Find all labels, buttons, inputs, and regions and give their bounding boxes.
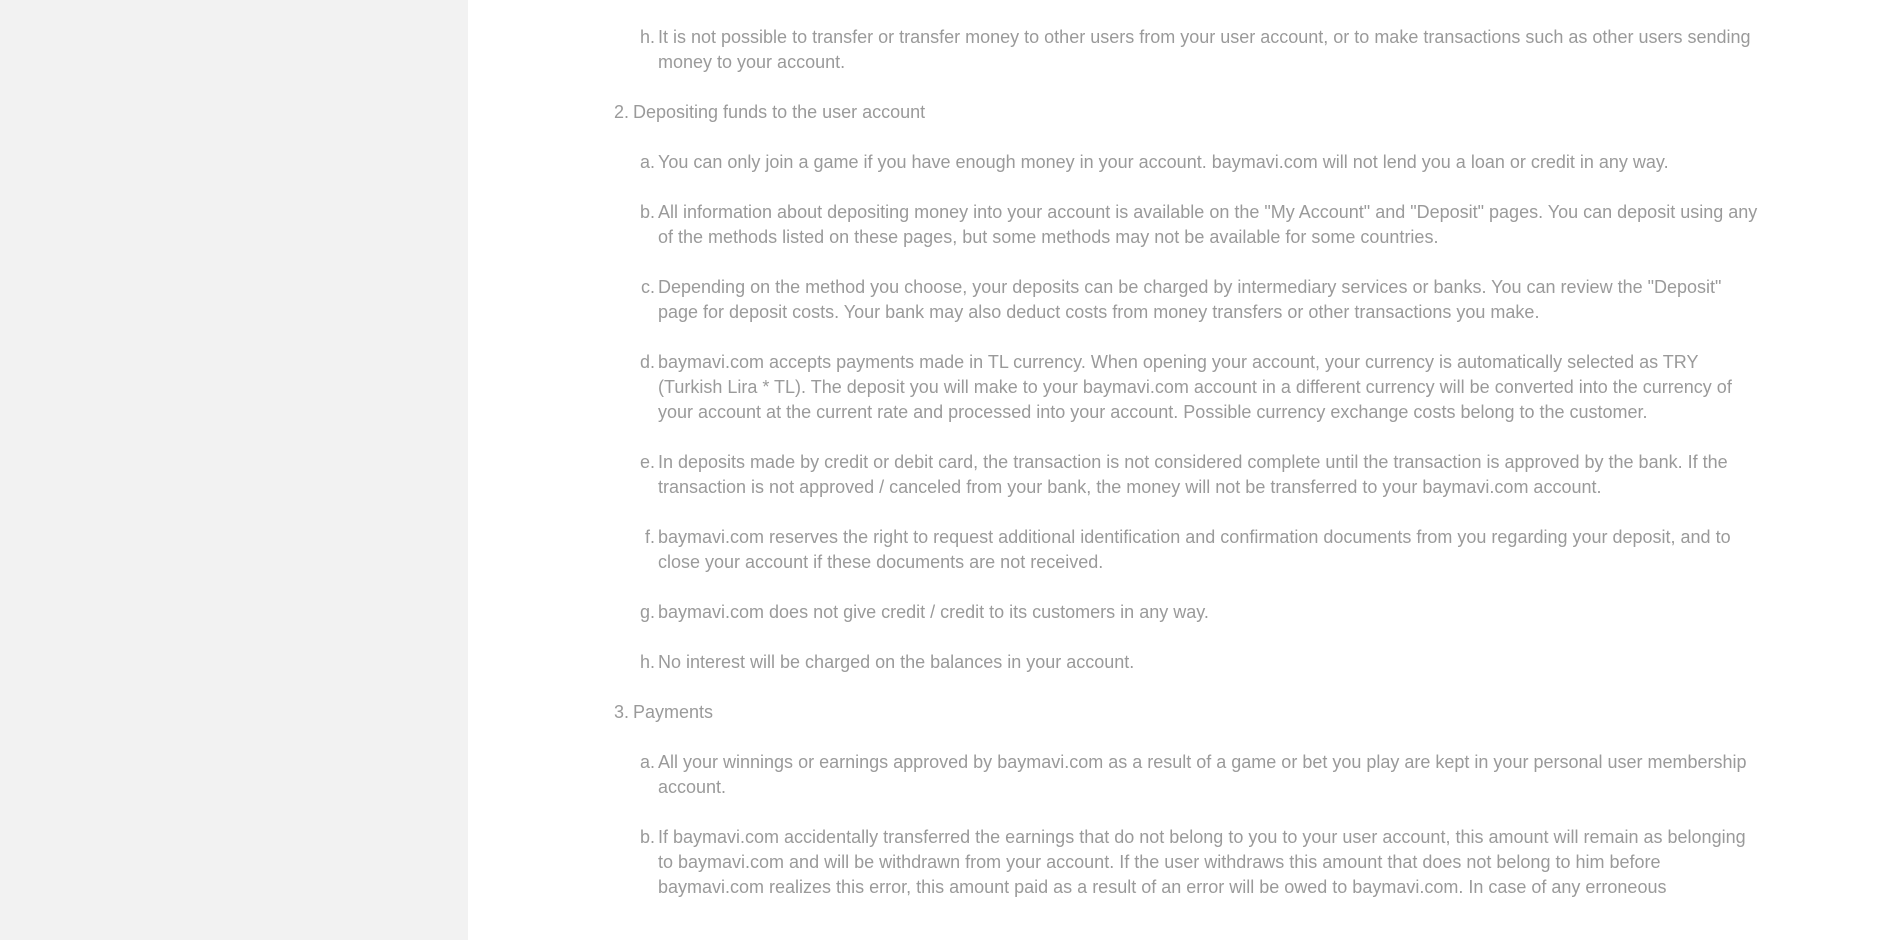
- list-item-letter: f.: [644, 527, 655, 547]
- list-item-letter: b.: [639, 827, 655, 847]
- list-item-letter: h.: [639, 27, 655, 47]
- list-item-letter: h.: [639, 652, 655, 672]
- list-item-text: You can only join a game if you have enough money in your account. baymavi.com will not lend you a loan or credit in any way.: [658, 152, 1669, 172]
- list-item-letter: g.: [639, 602, 655, 622]
- section-title: Depositing funds to the user account: [633, 102, 926, 122]
- list-item-letter: d.: [639, 352, 655, 372]
- list-item: [468, 450, 1759, 500]
- section-number: 3.: [613, 702, 629, 722]
- list-item-text: All your winnings or earnings approved by baymavi.com as a result of a game or bet you play are kept in your personal user membership account.: [658, 752, 1747, 797]
- terms-content-area[interactable]: [468, 0, 1896, 940]
- list-item-text: All information about depositing money into your account is available on the "My Account" and "Deposit" pages. You can deposit using any of the methods listed on these pages, but some methods may not be available for some countries.: [658, 202, 1758, 247]
- list-item: [468, 750, 1759, 800]
- list-item-text: Depending on the method you choose, your deposits can be charged by intermediary services or banks. You can review the "Deposit" page for deposit costs. Your bank may also deduct costs from money transfers or other transactions you make.: [658, 277, 1722, 322]
- list-item: [468, 600, 1759, 625]
- list-item-text: baymavi.com reserves the right to request additional identification and confirmation documents from you regarding your deposit, and to close your account if these documents are not received.: [658, 527, 1731, 572]
- list-item: [468, 200, 1759, 250]
- list-item-text: baymavi.com accepts payments made in TL currency. When opening your account, your currency is automatically selected as TRY (Turkish Lira * TL). The deposit you will make to your baymavi.com account in a different currency will be converted into the currency of your account at the current rate and processed into your account. Possible currency exchange costs belong to the customer.: [658, 352, 1732, 422]
- list-item: [468, 350, 1759, 425]
- list-item: [468, 25, 1759, 75]
- list-item-text: In deposits made by credit or debit card, the transaction is not considered complete until the transaction is approved by the bank. If the transaction is not approved / canceled from your bank, the money will not be transferred to your baymavi.com account.: [658, 452, 1728, 497]
- section-number: 2.: [613, 102, 629, 122]
- list-item: [468, 525, 1759, 575]
- list-item: [468, 275, 1759, 325]
- section-heading: [468, 700, 1896, 725]
- list-item-text: It is not possible to transfer or transfer money to other users from your user account, or to make transactions such as other users sending money to your account.: [658, 27, 1751, 72]
- list-item-text: No interest will be charged on the balances in your account.: [658, 652, 1135, 672]
- list-item-text: baymavi.com does not give credit / credit to its customers in any way.: [658, 602, 1209, 622]
- terms-document: [468, 0, 1896, 900]
- left-sidebar: [0, 0, 468, 940]
- list-item-letter: a.: [639, 152, 655, 172]
- list-item: [468, 150, 1759, 175]
- list-item-letter: b.: [639, 202, 655, 222]
- list-item: [468, 650, 1759, 675]
- carryover-items: [468, 0, 1896, 75]
- list-item-letter: c.: [640, 277, 655, 297]
- list-item-text: If baymavi.com accidentally transferred the earnings that do not belong to you to your user account, this amount will remain as belonging to baymavi.com and will be withdrawn from your account. If the user withdraws this amount that does not belong to him before baymavi.com realizes this error, this amount paid as a result of an error will be owed to baymavi.com. In case of any erroneous: [658, 827, 1746, 897]
- list-item: [468, 825, 1759, 900]
- list-item-letter: a.: [639, 752, 655, 772]
- section-title: Payments: [633, 702, 714, 722]
- section-heading: [468, 100, 1896, 125]
- list-item-letter: e.: [639, 452, 655, 472]
